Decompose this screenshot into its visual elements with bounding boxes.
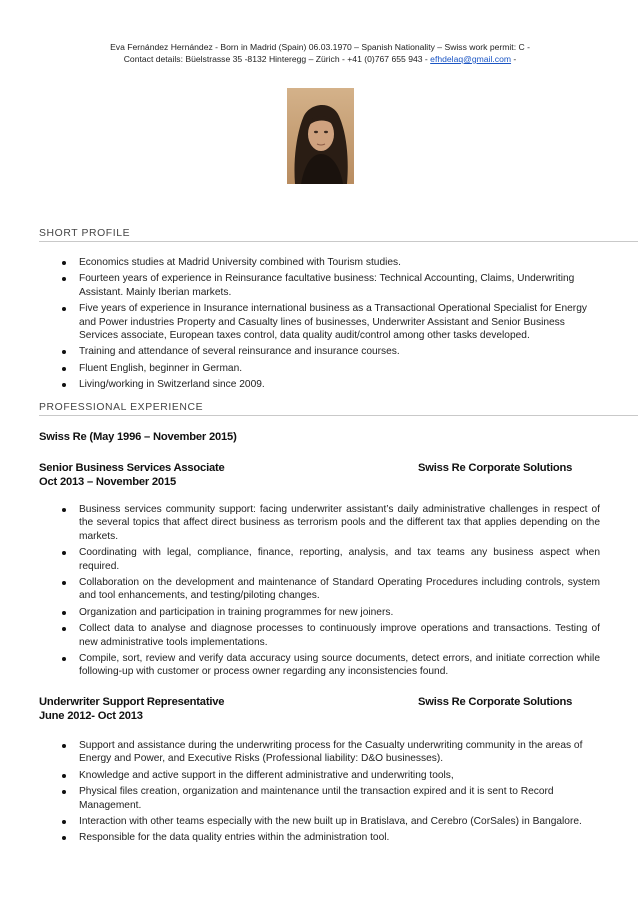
bullet-icon	[62, 820, 66, 824]
company-heading: Swiss Re (May 1996 – November 2015)	[39, 431, 237, 443]
bullet-icon	[62, 611, 66, 615]
list-item	[79, 302, 599, 342]
role-title: Underwriter Support Representative	[39, 696, 225, 708]
list-item	[79, 546, 600, 573]
list-item-text: Collaboration on the development and maintenance of Standard Operating Procedures including controls, system and tool enhancements, and testing/piloting changes.	[79, 577, 600, 602]
list-item	[79, 378, 599, 391]
list-item-text: Five years of experience in Insurance international business as a Transactional Operational Specialist for Energy and Power industries Property and Casualty lines of businesses, Underwriter Assistant and Senior Business Services associate, European taxes control, data quality audit/control among other tasks developed.	[79, 303, 587, 342]
list-item-text: Support and assistance during the underwriting process for the Casualty underwriting community in the areas of Energy and Power, and Executive Risks (Professional liability: D&O businesses).	[79, 740, 583, 765]
list-item	[79, 652, 600, 679]
bullet-icon	[62, 657, 66, 661]
bullet-icon	[62, 581, 66, 585]
role-2-duties	[79, 739, 600, 845]
list-item	[79, 362, 599, 375]
list-item	[79, 739, 600, 766]
short-profile-title: SHORT PROFILE	[39, 228, 131, 239]
list-item-text: Collect data to analyse and diagnose processes to continuously improve operations and transactions. Testing of new administrative tools implementations.	[79, 623, 600, 648]
role-dates: June 2012- Oct 2013	[39, 710, 143, 722]
list-item-text: Fluent English, beginner in German.	[79, 362, 243, 374]
experience-divider	[39, 415, 638, 416]
list-item	[79, 606, 600, 619]
bullet-icon	[62, 383, 66, 387]
short-profile-divider	[39, 241, 638, 242]
bullet-icon	[62, 744, 66, 748]
list-item	[79, 815, 600, 828]
list-item-text: Business services community support: facing underwriter assistant’s daily administrative challenges in respect of the several topics that affect direct business as terrorism pools and the different tax that applies depending on the markets.	[79, 504, 600, 542]
bullet-icon	[62, 551, 66, 555]
bullet-icon	[62, 261, 66, 265]
list-item	[79, 272, 599, 299]
list-item	[79, 831, 600, 844]
bullet-icon	[62, 774, 66, 778]
contact-details-text: Contact details: Büelstrasse 35 -8132 Hinteregg – Zürich - +41 (0)767 655 943 -	[123, 54, 431, 64]
list-item	[79, 256, 599, 269]
list-item-text: Knowledge and active support in the different administrative and underwriting tools,	[79, 769, 454, 781]
list-item	[79, 345, 599, 358]
list-item-text: Economics studies at Madrid University combined with Tourism studies.	[79, 257, 401, 268]
bullet-icon	[62, 836, 66, 840]
short-profile-list	[79, 256, 599, 392]
role-1-duties	[79, 503, 600, 679]
email-link[interactable]: efhdelaq@gmail.com	[430, 54, 512, 64]
bullet-icon	[62, 790, 66, 794]
bullet-icon	[62, 627, 66, 631]
bullet-icon	[62, 277, 66, 281]
list-item-text: Interaction with other teams especially with the new built up in Bratislava, and Cerebro (CorSales) in Bangalore.	[79, 816, 582, 828]
list-item	[79, 785, 600, 812]
role-org: Swiss Re Corporate Solutions	[418, 696, 573, 708]
bullet-icon	[62, 508, 66, 512]
contact-header	[60, 41, 580, 65]
contact-details-end: -	[511, 54, 517, 64]
list-item-text: Training and attendance of several reinsurance and insurance courses.	[79, 346, 400, 358]
list-item-text: Fourteen years of experience in Reinsurance facultative business: Technical Accounting, Claims, Underwriting Assistant. Mainly Iberian markets.	[79, 273, 575, 298]
list-item	[79, 503, 600, 543]
portrait-image	[287, 88, 354, 184]
bullet-icon	[62, 307, 66, 311]
list-item	[79, 576, 600, 603]
role-org: Swiss Re Corporate Solutions	[418, 462, 573, 474]
list-item-text: Coordinating with legal, compliance, finance, reporting, analysis, and tax teams any business aspect when required.	[79, 547, 600, 572]
list-item-text: Organization and participation in training programmes for new joiners.	[79, 606, 394, 618]
contact-details-line	[60, 53, 580, 65]
role-dates: Oct 2013 – November 2015	[39, 476, 176, 488]
bullet-icon	[62, 350, 66, 354]
experience-title: PROFESSIONAL EXPERIENCE	[39, 402, 204, 413]
bullet-icon	[62, 367, 66, 371]
personal-details-line: Eva Fernández Hernández - Born in Madrid (Spain) 06.03.1970 – Spanish Nationality – Swiss work permit: C -	[110, 42, 530, 52]
role-title: Senior Business Services Associate	[39, 462, 225, 474]
list-item-text: Compile, sort, review and verify data accuracy using source documents, detect errors, and initiate correction while following-up with customer or process owner regarding any inconsistencies found.	[79, 653, 600, 678]
list-item-text: Living/working in Switzerland since 2009.	[79, 379, 265, 391]
list-item-text: Responsible for the data quality entries within the administration tool.	[79, 832, 390, 844]
list-item	[79, 769, 600, 782]
list-item-text: Physical files creation, organization and maintenance until the transaction expired and it is sent to Record Management.	[79, 786, 554, 811]
profile-photo	[287, 88, 354, 184]
list-item	[79, 622, 600, 649]
